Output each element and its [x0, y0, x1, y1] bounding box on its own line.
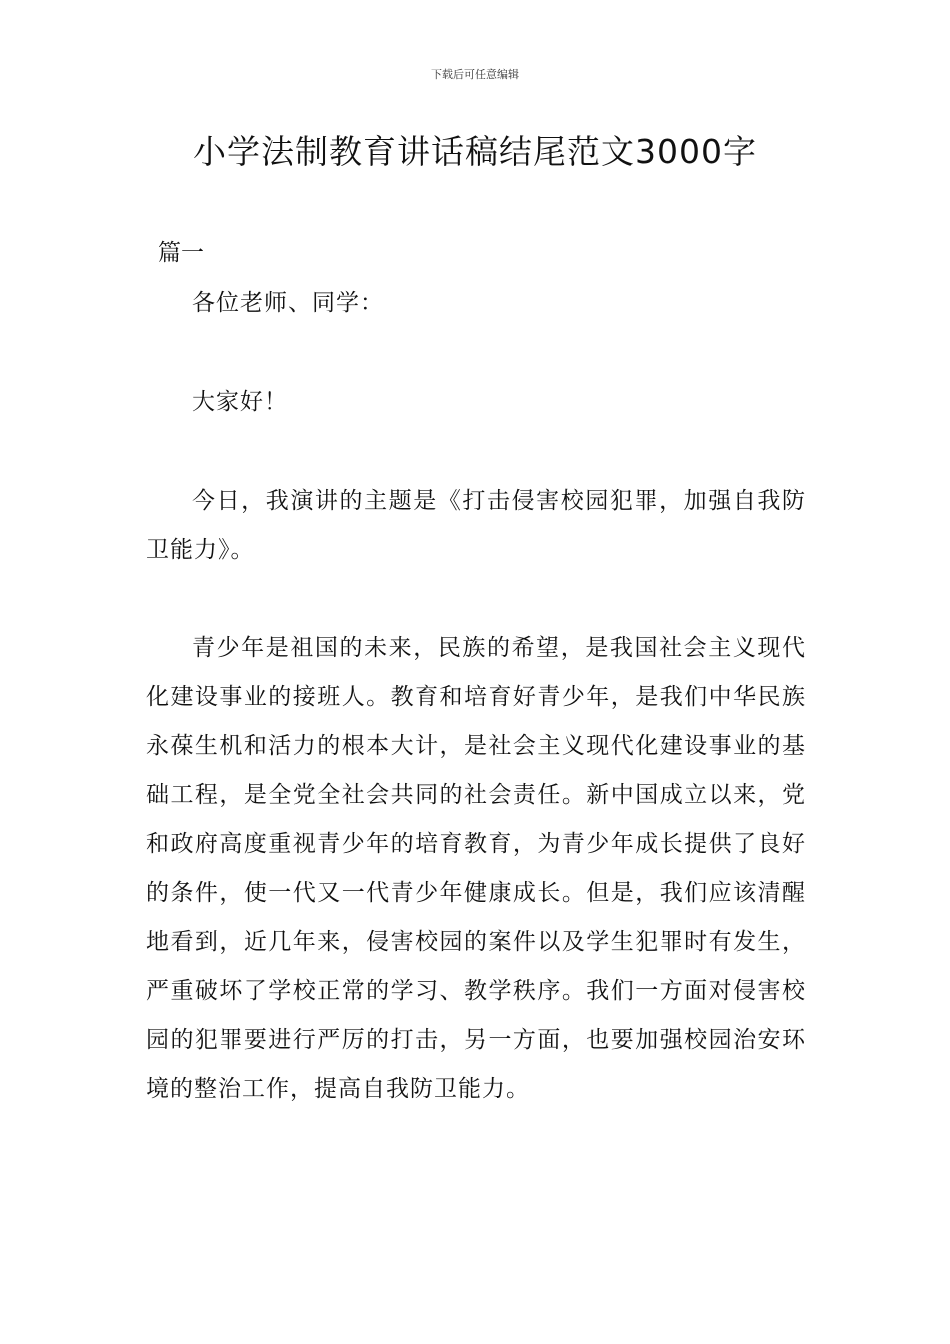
- paragraph-body: 青少年是祖国的未来，民族的希望，是我国社会主义现代化建设事业的接班人。教育和培育好青少年，是我们中华民族永葆生机和活力的根本大计，是社会主义现代化建设事业的基础工程，是全党全社会共同的社会责任。新中国成立以来，党和政府高度重视青少年的培育教育，为青少年成长提供了良好的条件，使一代又一代青少年健康成长。但是，我们应该清醒地看到，近几年来，侵害校园的案件以及学生犯罪时有发生，严重破坏了学校正常的学习、教学秩序。我们一方面对侵害校园的犯罪要进行严厉的打击，另一方面，也要加强校园治安环境的整治工作，提高自我防卫能力。: [146, 635, 806, 1102]
- document-title: 小学法制教育讲话稿结尾范文3000字: [193, 132, 757, 171]
- paragraph-greeting: 各位老师、同学：: [192, 290, 384, 316]
- paragraph-hello: 大家好！: [192, 389, 288, 415]
- header-note: 下载后可任意编辑: [431, 68, 519, 81]
- section-label: 篇一: [158, 240, 204, 266]
- paragraph-topic: 今日，我演讲的主题是《打击侵害校园犯罪，加强自我防卫能力》。: [146, 488, 806, 563]
